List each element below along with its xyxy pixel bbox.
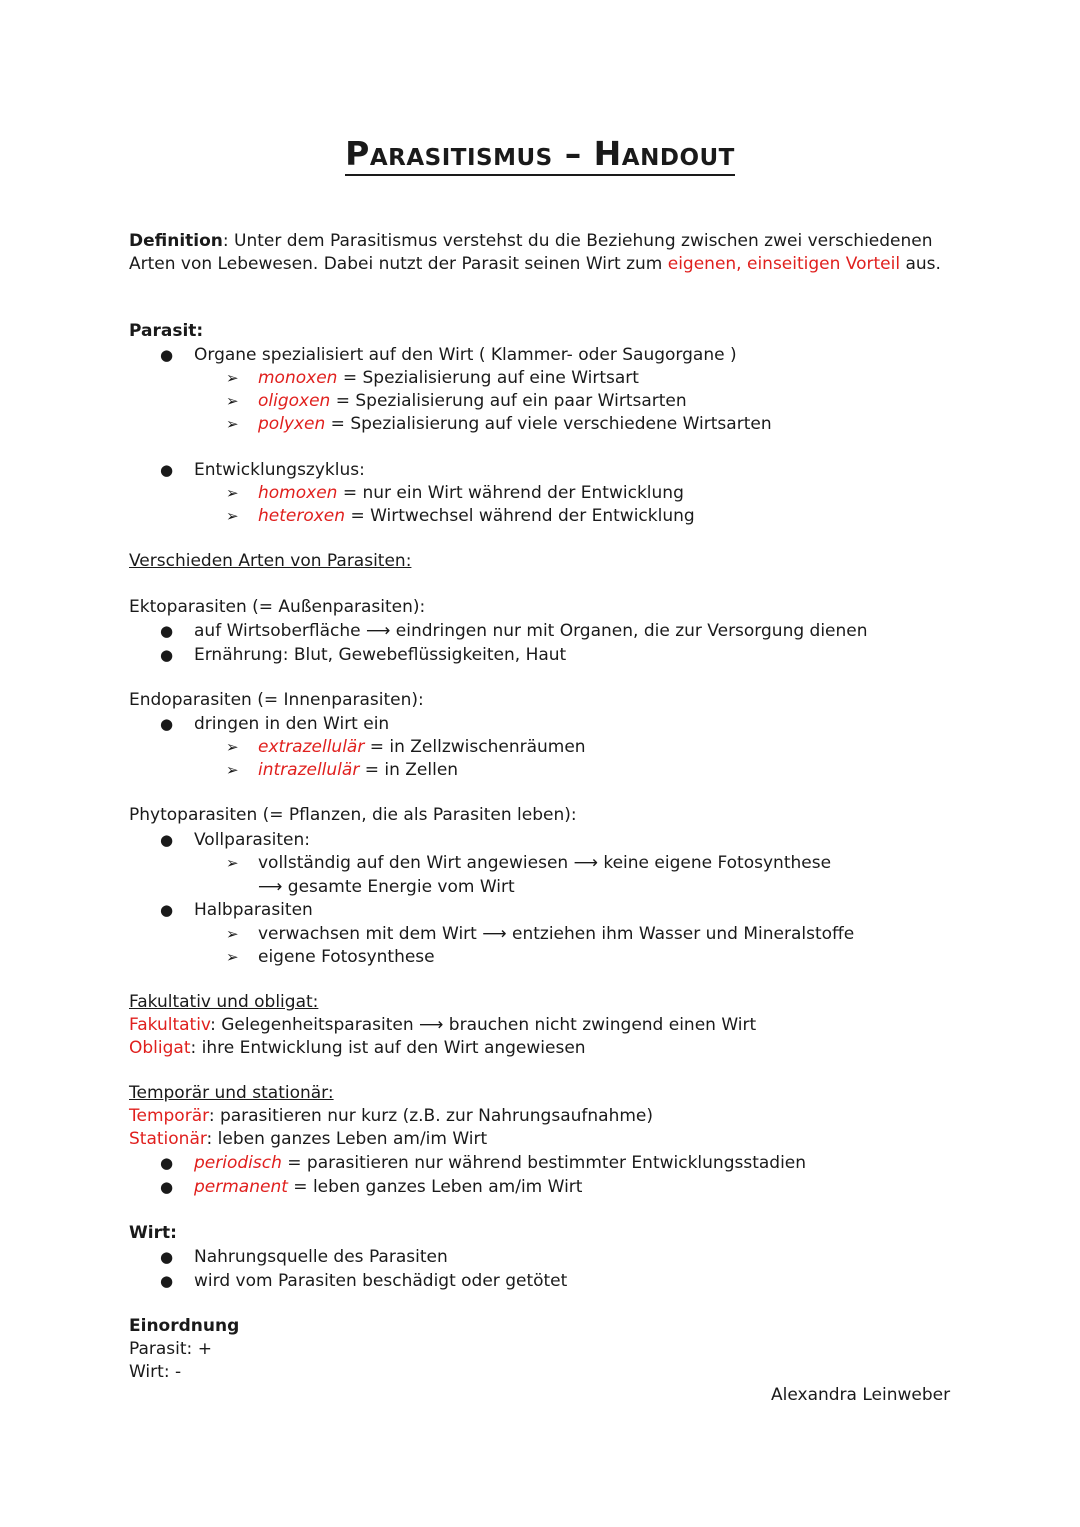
bullet-icon: ● <box>160 1272 174 1290</box>
organe-item: Organe spezialisiert auf den Wirt ( Klammer- oder Saugorgane ) <box>194 345 737 365</box>
einordnung-heading: Einordnung <box>129 1316 240 1336</box>
halb-heading: Halbparasiten <box>194 900 313 920</box>
arrow-bullet-icon: ➢ <box>226 738 239 756</box>
arrow-bullet-icon: ➢ <box>226 948 239 966</box>
bullet-icon: ● <box>160 346 174 364</box>
halb-item-2: eigene Fotosynthese <box>258 947 435 967</box>
arrow-bullet-icon: ➢ <box>226 369 239 387</box>
arrow-bullet-icon: ➢ <box>226 415 239 433</box>
definition-line-2: Arten von Lebewesen. Dabei nutzt der Parasit seinen Wirt zum eigenen, einseitigen Vorteil aus. <box>129 254 941 274</box>
oligoxen-item: oligoxen = Spezialisierung auf ein paar Wirtsarten <box>258 391 687 411</box>
fakultativ-line: Fakultativ: Gelegenheitsparasiten ⟶ brauchen nicht zwingend einen Wirt <box>129 1015 757 1035</box>
permanent-item: permanent = leben ganzes Leben am/im Wirt <box>194 1177 583 1197</box>
bullet-icon: ● <box>160 901 174 919</box>
arten-heading: Verschieden Arten von Parasiten: <box>129 551 412 571</box>
einordnung-wirt: Wirt: - <box>129 1362 182 1382</box>
extrazellulaer-item: extrazellulär = in Zellzwischenräumen <box>258 737 586 757</box>
periodisch-item: periodisch = parasitieren nur während bestimmter Entwicklungsstadien <box>194 1153 807 1173</box>
definition-text-1: : Unter dem Parasitismus verstehst du die Beziehung zwischen zwei verschiedenen <box>222 231 933 251</box>
definition-highlight: eigenen, einseitigen Vorteil <box>667 254 901 274</box>
voll-item-1: vollständig auf den Wirt angewiesen ⟶ keine eigene Fotosynthese <box>258 853 832 873</box>
fakultativ-heading: Fakultativ und obligat: <box>129 992 319 1012</box>
wirt-heading: Wirt: <box>129 1223 177 1243</box>
bullet-icon: ● <box>160 461 174 479</box>
endo-heading: Endoparasiten (= Innenparasiten): <box>129 690 424 710</box>
intrazellulaer-item: intrazellulär = in Zellen <box>258 760 459 780</box>
bullet-icon: ● <box>160 1154 174 1172</box>
bullet-icon: ● <box>160 1248 174 1266</box>
zyklus-item: Entwicklungszyklus: <box>194 460 365 480</box>
definition-label: Definition <box>129 231 223 251</box>
bullet-icon: ● <box>160 646 174 664</box>
homoxen-item: homoxen = nur ein Wirt während der Entwicklung <box>258 483 684 503</box>
page-title: Parasitismus – Handout <box>0 134 1080 173</box>
monoxen-item: monoxen = Spezialisierung auf eine Wirtsart <box>258 368 639 388</box>
definition-line-1 <box>129 230 933 252</box>
wirt-item-2: wird vom Parasiten beschädigt oder getötet <box>194 1271 568 1291</box>
einordnung-parasit: Parasit: + <box>129 1339 212 1359</box>
arrow-bullet-icon: ➢ <box>226 761 239 779</box>
ekto-heading: Ektoparasiten (= Außenparasiten): <box>129 597 426 617</box>
ekto-item-2: Ernährung: Blut, Gewebeflüssigkeiten, Haut <box>194 645 567 665</box>
phyto-heading: Phytoparasiten (= Pflanzen, die als Parasiten leben): <box>129 805 577 825</box>
arrow-bullet-icon: ➢ <box>226 854 239 872</box>
temporaer-line: Temporär: parasitieren nur kurz (z.B. zur Nahrungsaufnahme) <box>129 1106 654 1126</box>
halb-item-1: verwachsen mit dem Wirt ⟶ entziehen ihm Wasser und Mineralstoffe <box>258 924 855 944</box>
arrow-bullet-icon: ➢ <box>226 392 239 410</box>
stationaer-line: Stationär: leben ganzes Leben am/im Wirt <box>129 1129 488 1149</box>
arrow-bullet-icon: ➢ <box>226 507 239 525</box>
voll-item-2: ⟶ gesamte Energie vom Wirt <box>258 877 515 897</box>
heteroxen-item: heteroxen = Wirtwechsel während der Entwicklung <box>258 506 695 526</box>
polyxen-item: polyxen = Spezialisierung auf viele verschiedene Wirtsarten <box>258 414 772 434</box>
obligat-line: Obligat: ihre Entwicklung ist auf den Wirt angewiesen <box>129 1038 586 1058</box>
bullet-icon: ● <box>160 715 174 733</box>
bullet-icon: ● <box>160 622 174 640</box>
arrow-bullet-icon: ➢ <box>226 925 239 943</box>
bullet-icon: ● <box>160 831 174 849</box>
voll-heading: Vollparasiten: <box>194 830 310 850</box>
arrow-bullet-icon: ➢ <box>226 484 239 502</box>
parasit-heading: Parasit: <box>129 321 204 341</box>
author-name: Alexandra Leinweber <box>771 1385 951 1405</box>
bullet-icon: ● <box>160 1178 174 1196</box>
wirt-item-1: Nahrungsquelle des Parasiten <box>194 1247 448 1267</box>
endo-item-1: dringen in den Wirt ein <box>194 714 390 734</box>
temporaer-heading: Temporär und stationär: <box>129 1083 334 1103</box>
ekto-item-1: auf Wirtsoberfläche ⟶ eindringen nur mit Organen, die zur Versorgung dienen <box>194 621 868 641</box>
